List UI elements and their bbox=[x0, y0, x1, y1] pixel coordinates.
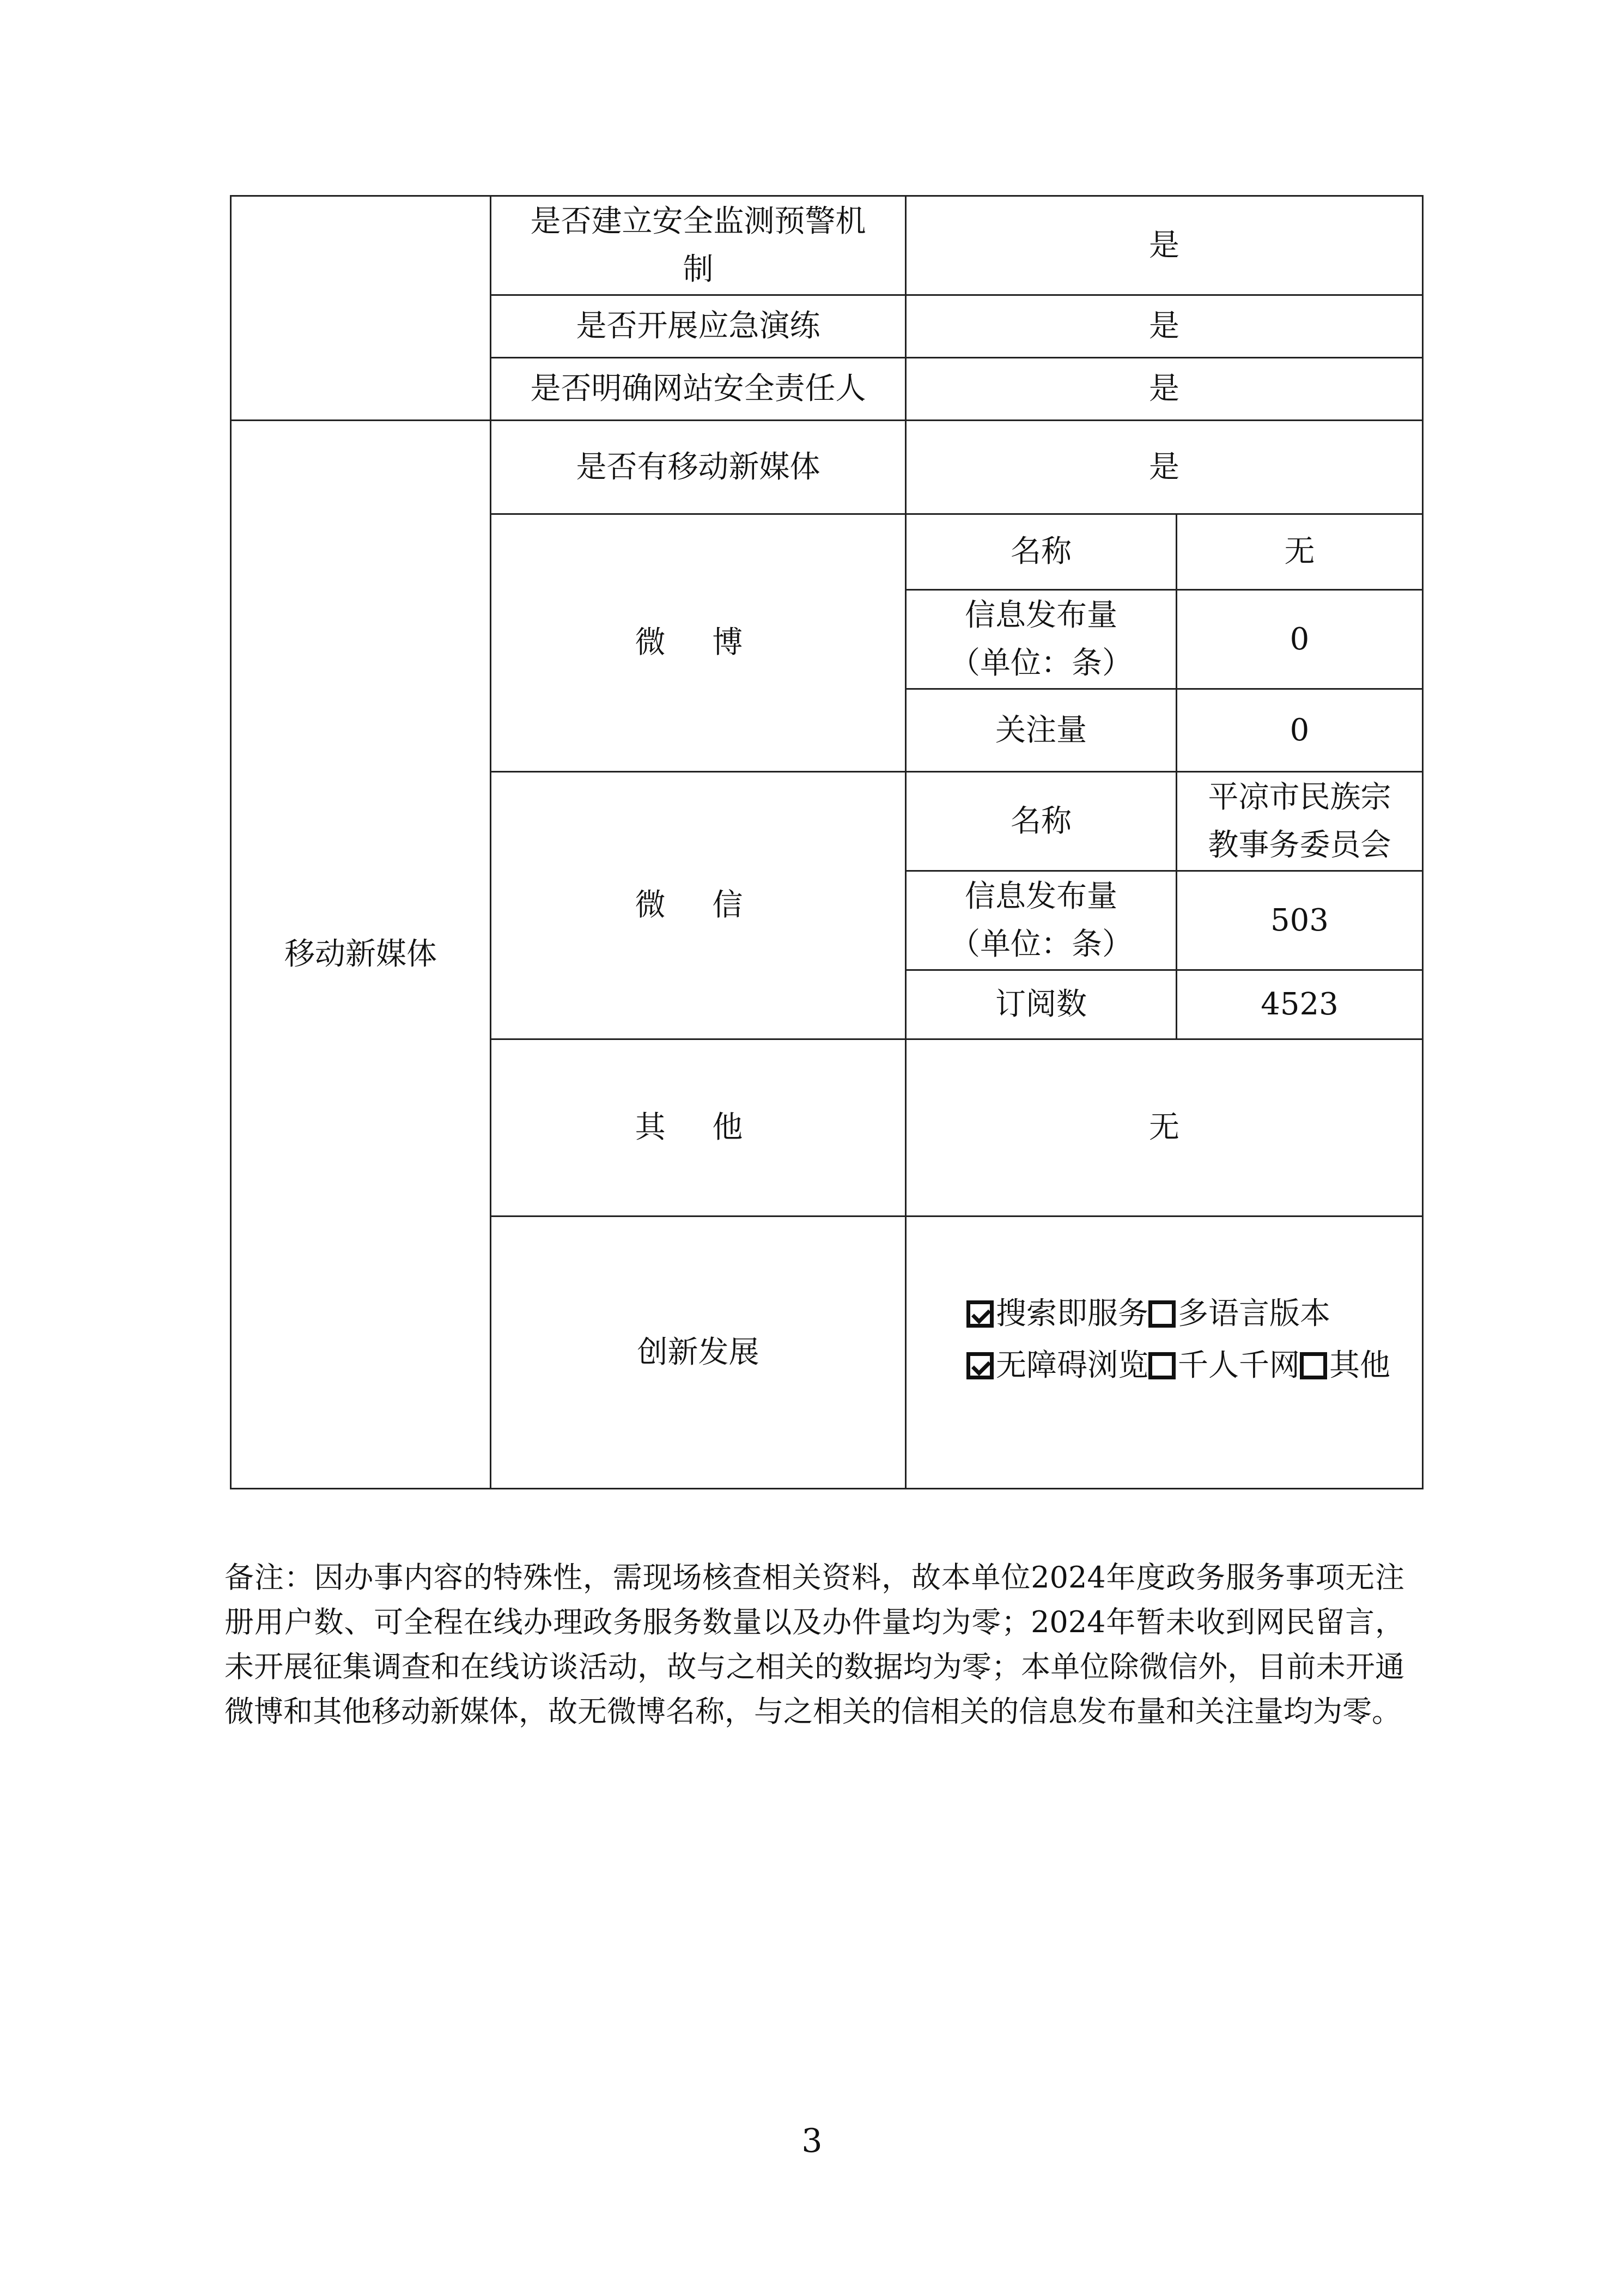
option-search-as-service: 搜索即服务 bbox=[966, 1290, 1148, 1338]
weibo-followers-value: 0 bbox=[1177, 689, 1423, 772]
wechat-label: 微 信 bbox=[491, 772, 906, 1039]
value-cell: 是 bbox=[906, 358, 1423, 421]
wechat-subscribers-label: 订阅数 bbox=[906, 970, 1177, 1039]
table-row bbox=[231, 196, 1423, 295]
item-cell: 是否明确网站安全责任人 bbox=[491, 358, 906, 421]
option-personalized: 千人千网 bbox=[1148, 1342, 1300, 1390]
option-accessibility: 无障碍浏览 bbox=[966, 1342, 1148, 1390]
section-cell-blank bbox=[231, 196, 491, 421]
item-cell: 是否建立安全监测预警机制 bbox=[491, 196, 906, 295]
unchecked-box-icon bbox=[1148, 1300, 1176, 1328]
section-cell-innovation: 创新发展 bbox=[491, 1217, 906, 1489]
value-cell: 是 bbox=[906, 196, 1423, 295]
report-table bbox=[230, 195, 1424, 1489]
section-cell-mobile-media: 移动新媒体 bbox=[231, 421, 491, 1489]
weibo-name-value: 无 bbox=[1177, 514, 1423, 590]
value-cell: 是 bbox=[906, 295, 1423, 358]
page-number: 3 bbox=[801, 2122, 823, 2160]
wechat-posts-value: 503 bbox=[1177, 871, 1423, 970]
table-row bbox=[231, 421, 1423, 514]
weibo-name-label: 名称 bbox=[906, 514, 1177, 590]
other-label: 其 他 bbox=[491, 1039, 906, 1217]
option-multilingual: 多语言版本 bbox=[1148, 1290, 1330, 1338]
wechat-posts-label: 信息发布量（单位：条） bbox=[906, 871, 1177, 970]
wechat-name-value: 平凉市民族宗教事务委员会 bbox=[1177, 772, 1423, 871]
value-cell: 是 bbox=[906, 421, 1423, 514]
unchecked-box-icon bbox=[1300, 1352, 1327, 1379]
innovation-options bbox=[906, 1217, 1423, 1489]
option-other: 其他 bbox=[1300, 1342, 1390, 1390]
weibo-followers-label: 关注量 bbox=[906, 689, 1177, 772]
remarks-note: 备注：因办事内容的特殊性，需现场核查相关资料，故本单位2024年度政务服务事项无注册用户数、可全程在线办理政务服务数量以及办件量均为零；2024年暂未收到网民留言，未开展征集调查和在线访谈活动，故与之相关的数据均为零；本单位除微信外，目前未开通微博和其他移动新媒体，故无微博名称，与之相关的信相关的信息发布量和关注量均为零。 bbox=[224, 1560, 1404, 1729]
item-cell: 是否有移动新媒体 bbox=[491, 421, 906, 514]
weibo-label: 微 博 bbox=[491, 514, 906, 772]
checked-box-icon bbox=[966, 1352, 994, 1379]
wechat-name-label: 名称 bbox=[906, 772, 1177, 871]
other-value: 无 bbox=[906, 1039, 1423, 1217]
unchecked-box-icon bbox=[1148, 1352, 1176, 1379]
item-cell: 是否开展应急演练 bbox=[491, 295, 906, 358]
weibo-posts-value: 0 bbox=[1177, 590, 1423, 689]
wechat-subscribers-value: 4523 bbox=[1177, 970, 1423, 1039]
weibo-posts-label: 信息发布量（单位：条） bbox=[906, 590, 1177, 689]
checked-box-icon bbox=[966, 1300, 994, 1328]
